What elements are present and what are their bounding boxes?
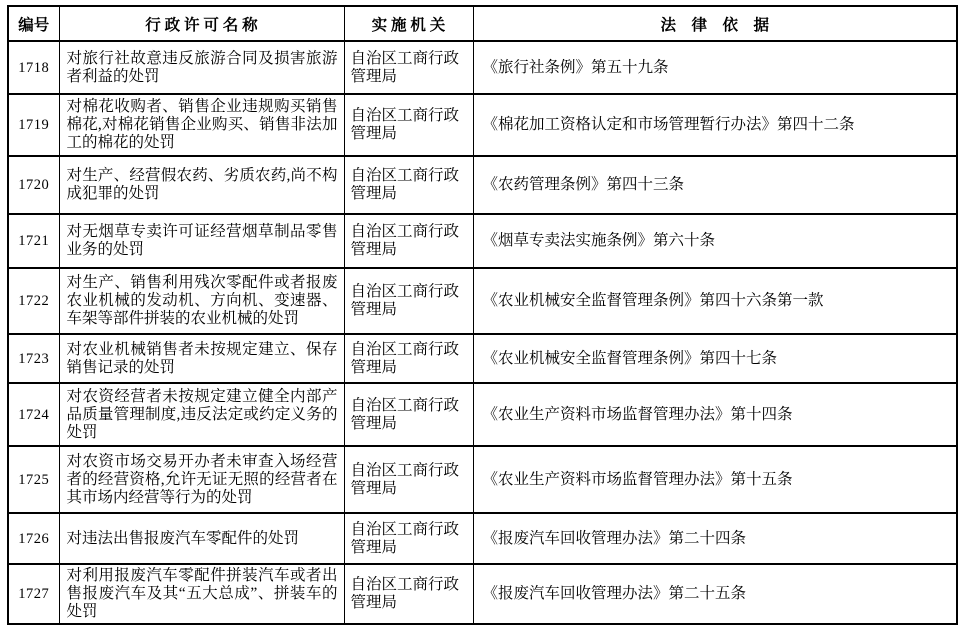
row-id: 1725 bbox=[8, 446, 59, 513]
legal-basis: 《农药管理条例》第四十三条 bbox=[473, 156, 957, 214]
table-row bbox=[8, 41, 957, 94]
legal-basis: 《棉花加工资格认定和市场管理暂行办法》第四十二条 bbox=[473, 94, 957, 156]
table-row bbox=[8, 564, 957, 624]
permit-name: 对农资经营者未按规定建立健全内部产品质量管理制度,违反法定或约定义务的处罚 bbox=[59, 383, 344, 446]
permits-table bbox=[7, 5, 958, 625]
table-row bbox=[8, 214, 957, 268]
header-id: 编号 bbox=[8, 6, 59, 41]
legal-basis: 《农业机械安全监督管理条例》第四十六条第一款 bbox=[473, 268, 957, 334]
row-id: 1721 bbox=[8, 214, 59, 268]
row-id: 1722 bbox=[8, 268, 59, 334]
agency-name: 自治区工商行政管理局 bbox=[344, 334, 473, 383]
row-id: 1724 bbox=[8, 383, 59, 446]
table-row bbox=[8, 156, 957, 214]
legal-basis: 《旅行社条例》第五十九条 bbox=[473, 41, 957, 94]
permit-name: 对生产、经营假农药、劣质农药,尚不构成犯罪的处罚 bbox=[59, 156, 344, 214]
agency-name: 自治区工商行政管理局 bbox=[344, 41, 473, 94]
agency-name: 自治区工商行政管理局 bbox=[344, 268, 473, 334]
row-id: 1723 bbox=[8, 334, 59, 383]
permit-name: 对无烟草专卖许可证经营烟草制品零售业务的处罚 bbox=[59, 214, 344, 268]
header-row bbox=[8, 6, 957, 41]
agency-name: 自治区工商行政管理局 bbox=[344, 94, 473, 156]
table-row bbox=[8, 513, 957, 564]
row-id: 1720 bbox=[8, 156, 59, 214]
table-row bbox=[8, 268, 957, 334]
legal-basis: 《报废汽车回收管理办法》第二十五条 bbox=[473, 564, 957, 624]
permit-name: 对农业机械销售者未按规定建立、保存销售记录的处罚 bbox=[59, 334, 344, 383]
header-agency: 实 施 机 关 bbox=[344, 6, 473, 41]
row-id: 1719 bbox=[8, 94, 59, 156]
table-row bbox=[8, 334, 957, 383]
permit-name: 对旅行社故意违反旅游合同及损害旅游者利益的处罚 bbox=[59, 41, 344, 94]
legal-basis: 《农业生产资料市场监督管理办法》第十五条 bbox=[473, 446, 957, 513]
agency-name: 自治区工商行政管理局 bbox=[344, 564, 473, 624]
permit-name: 对生产、销售利用残次零配件或者报废农业机械的发动机、方向机、变速器、车架等部件拼装的农业机械的处罚 bbox=[59, 268, 344, 334]
agency-name: 自治区工商行政管理局 bbox=[344, 513, 473, 564]
row-id: 1727 bbox=[8, 564, 59, 624]
permit-name: 对违法出售报废汽车零配件的处罚 bbox=[59, 513, 344, 564]
agency-name: 自治区工商行政管理局 bbox=[344, 214, 473, 268]
header-legal-basis: 法 律 依 据 bbox=[473, 6, 957, 41]
legal-basis: 《农业机械安全监督管理条例》第四十七条 bbox=[473, 334, 957, 383]
legal-basis: 《农业生产资料市场监督管理办法》第十四条 bbox=[473, 383, 957, 446]
table-row bbox=[8, 383, 957, 446]
table-body bbox=[8, 41, 957, 624]
row-id: 1726 bbox=[8, 513, 59, 564]
permit-name: 对棉花收购者、销售企业违规购买销售棉花,对棉花销售企业购买、销售非法加工的棉花的处罚 bbox=[59, 94, 344, 156]
agency-name: 自治区工商行政管理局 bbox=[344, 383, 473, 446]
agency-name: 自治区工商行政管理局 bbox=[344, 156, 473, 214]
header-permit-name: 行 政 许 可 名 称 bbox=[59, 6, 344, 41]
table-row bbox=[8, 94, 957, 156]
permit-name: 对农资市场交易开办者未审查入场经营者的经营资格,允许无证无照的经营者在其市场内经营等行为的处罚 bbox=[59, 446, 344, 513]
agency-name: 自治区工商行政管理局 bbox=[344, 446, 473, 513]
legal-basis: 《烟草专卖法实施条例》第六十条 bbox=[473, 214, 957, 268]
table-row bbox=[8, 446, 957, 513]
legal-basis: 《报废汽车回收管理办法》第二十四条 bbox=[473, 513, 957, 564]
row-id: 1718 bbox=[8, 41, 59, 94]
permit-name: 对利用报废汽车零配件拼装汽车或者出售报废汽车及其“五大总成”、拼装车的处罚 bbox=[59, 564, 344, 624]
